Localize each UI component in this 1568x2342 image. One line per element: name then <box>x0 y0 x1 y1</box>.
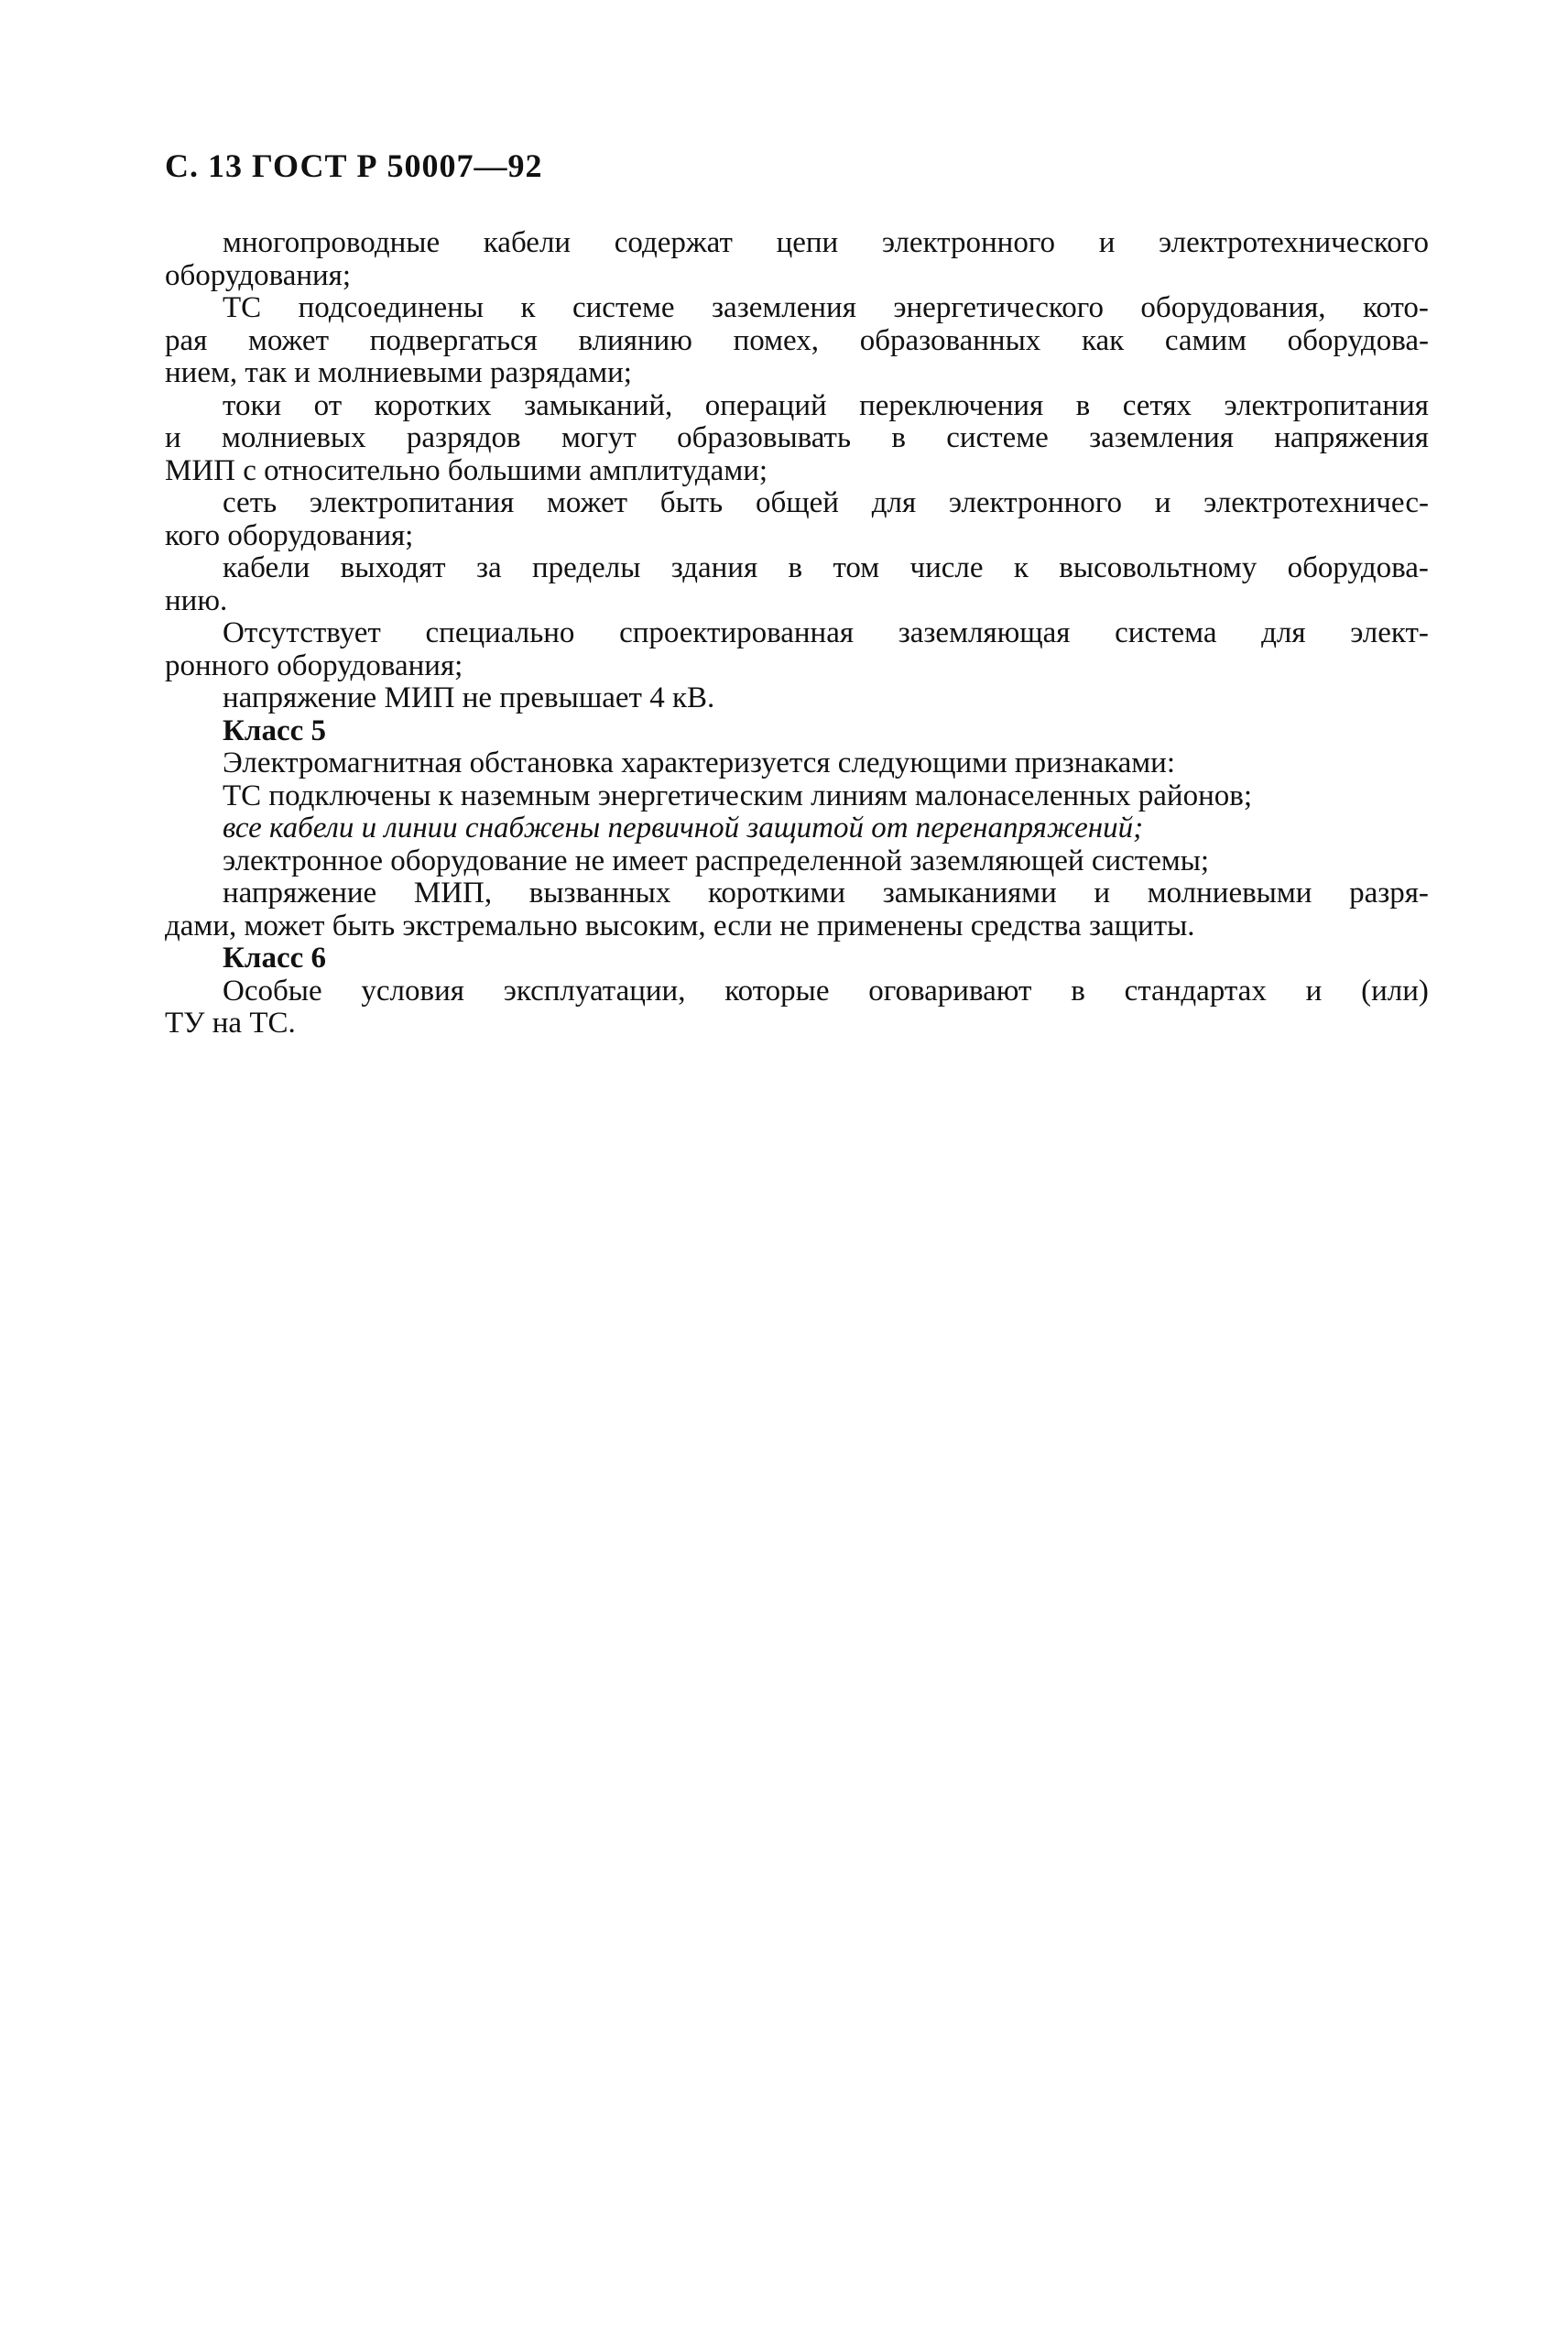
text-line: электронное оборудование не имеет распределенной заземляющей системы; <box>223 844 1210 877</box>
word: к <box>1013 551 1029 584</box>
word: для <box>871 486 917 519</box>
word: образованных <box>859 323 1041 357</box>
word: в <box>1071 974 1085 1008</box>
word: системе <box>946 421 1049 454</box>
word: энергетического <box>893 291 1104 324</box>
word: и <box>1305 974 1323 1008</box>
page-header: С. 13 ГОСТ Р 50007—92 <box>165 147 543 184</box>
text-line <box>165 487 1429 520</box>
word: и <box>165 421 181 454</box>
section-heading-class-6: Класс 6 <box>223 942 326 975</box>
word: которые <box>724 974 830 1008</box>
text-line: дами, может быть экстремально высоким, если не применены средства защиты. <box>165 909 1195 942</box>
word: напряжения <box>1274 421 1429 454</box>
text-line: Электромагнитная обстановка характеризуется следующими признаками: <box>223 746 1175 779</box>
word: здания <box>670 551 758 584</box>
word: оборудова- <box>1287 323 1429 357</box>
text-line <box>165 552 1429 585</box>
text-line: напряжение МИП не превышает 4 кВ. <box>223 681 715 714</box>
text-line <box>165 975 1429 1008</box>
word: может <box>547 486 628 519</box>
word: быть <box>659 486 724 519</box>
text-line <box>165 227 1429 260</box>
body-text <box>165 227 1429 1040</box>
section-heading-class-5: Класс 5 <box>223 713 326 747</box>
word: вызванных <box>528 877 671 910</box>
text-line <box>165 617 1429 650</box>
word: содержат <box>614 226 733 259</box>
word: рая <box>165 323 208 357</box>
word: от <box>313 388 343 422</box>
word: кото- <box>1363 291 1429 324</box>
word: специально <box>425 616 575 649</box>
word: спроектированная <box>619 616 855 649</box>
word: в <box>891 421 906 454</box>
word: условия <box>361 974 464 1008</box>
word: подвергаться <box>369 323 538 357</box>
word: эксплуатации, <box>503 974 686 1008</box>
word: операций <box>704 388 827 422</box>
word: молниевыми <box>1147 877 1312 910</box>
word: короткими <box>708 877 846 910</box>
text-line: ТС подключены к наземным энергетическим линиям малонаселенных районов; <box>223 779 1252 812</box>
word: и <box>1098 226 1116 259</box>
word: высовольтному <box>1059 551 1258 584</box>
word: кабели <box>223 551 310 584</box>
word: системе <box>572 291 675 324</box>
word: разря- <box>1349 877 1429 910</box>
word: токи <box>223 388 282 422</box>
word: электронного <box>881 226 1056 259</box>
word: электропитания <box>1224 388 1429 422</box>
word: влиянию <box>578 323 692 357</box>
word: оборудования, <box>1140 291 1326 324</box>
word: самим <box>1164 323 1247 357</box>
word: числе <box>909 551 984 584</box>
word: ТС <box>223 291 262 324</box>
word: могут <box>561 421 637 454</box>
word: оборудова- <box>1287 551 1429 584</box>
word: электронного <box>948 486 1123 519</box>
word: заземления <box>712 291 856 324</box>
word: для <box>1261 616 1306 649</box>
text-line <box>165 325 1429 358</box>
text-line: ТУ на ТС. <box>165 1007 296 1040</box>
text-line: нием, так и молниевыми разрядами; <box>165 356 632 389</box>
text-line <box>165 877 1429 910</box>
word: цепи <box>776 226 839 259</box>
word: переключения <box>859 388 1044 422</box>
text-line <box>165 422 1429 455</box>
word: (или) <box>1361 974 1429 1008</box>
word: МИП, <box>413 877 493 910</box>
word: элект- <box>1350 616 1429 649</box>
text-line: кого оборудования; <box>165 518 414 552</box>
word: сеть <box>223 486 278 519</box>
word: подсоединены <box>298 291 484 324</box>
text-line: оборудования; <box>165 258 352 292</box>
word: электротехнического <box>1159 226 1429 259</box>
word: Особые <box>223 974 322 1008</box>
word: как <box>1081 323 1125 357</box>
text-line: все кабели и линии снабжены первичной защитой от перенапряжений; <box>223 812 1144 844</box>
word: электротехничес- <box>1203 486 1429 519</box>
word: образовывать <box>677 421 852 454</box>
word: помех, <box>733 323 820 357</box>
text-line: МИП с относительно большими амплитудами; <box>165 453 768 487</box>
word: сетях <box>1122 388 1192 422</box>
word: электропитания <box>309 486 515 519</box>
word: к <box>520 291 536 324</box>
word: система <box>1115 616 1217 649</box>
word: замыканиями <box>882 877 1057 910</box>
word: заземления <box>1089 421 1234 454</box>
text-line: нию. <box>165 583 228 617</box>
word: оговаривают <box>868 974 1032 1008</box>
word: молниевых <box>221 421 366 454</box>
word: разрядов <box>406 421 521 454</box>
word: напряжение <box>223 877 377 910</box>
word: выходят <box>340 551 446 584</box>
word: кабели <box>483 226 572 259</box>
word: общей <box>755 486 839 519</box>
text-line: ронного оборудования; <box>165 648 463 682</box>
word: и <box>1094 877 1111 910</box>
word: том <box>833 551 880 584</box>
word: пределы <box>531 551 641 584</box>
word: и <box>1154 486 1171 519</box>
text-line <box>165 292 1429 325</box>
word: коротких <box>374 388 492 422</box>
word: в <box>788 551 803 584</box>
word: за <box>475 551 502 584</box>
word: замыканий, <box>524 388 673 422</box>
word: стандартах <box>1124 974 1267 1008</box>
word: в <box>1075 388 1091 422</box>
word: многопроводные <box>223 226 441 259</box>
text-line <box>165 390 1429 423</box>
word: Отсутствует <box>223 616 381 649</box>
word: заземляющая <box>898 616 1071 649</box>
word: может <box>248 323 329 357</box>
